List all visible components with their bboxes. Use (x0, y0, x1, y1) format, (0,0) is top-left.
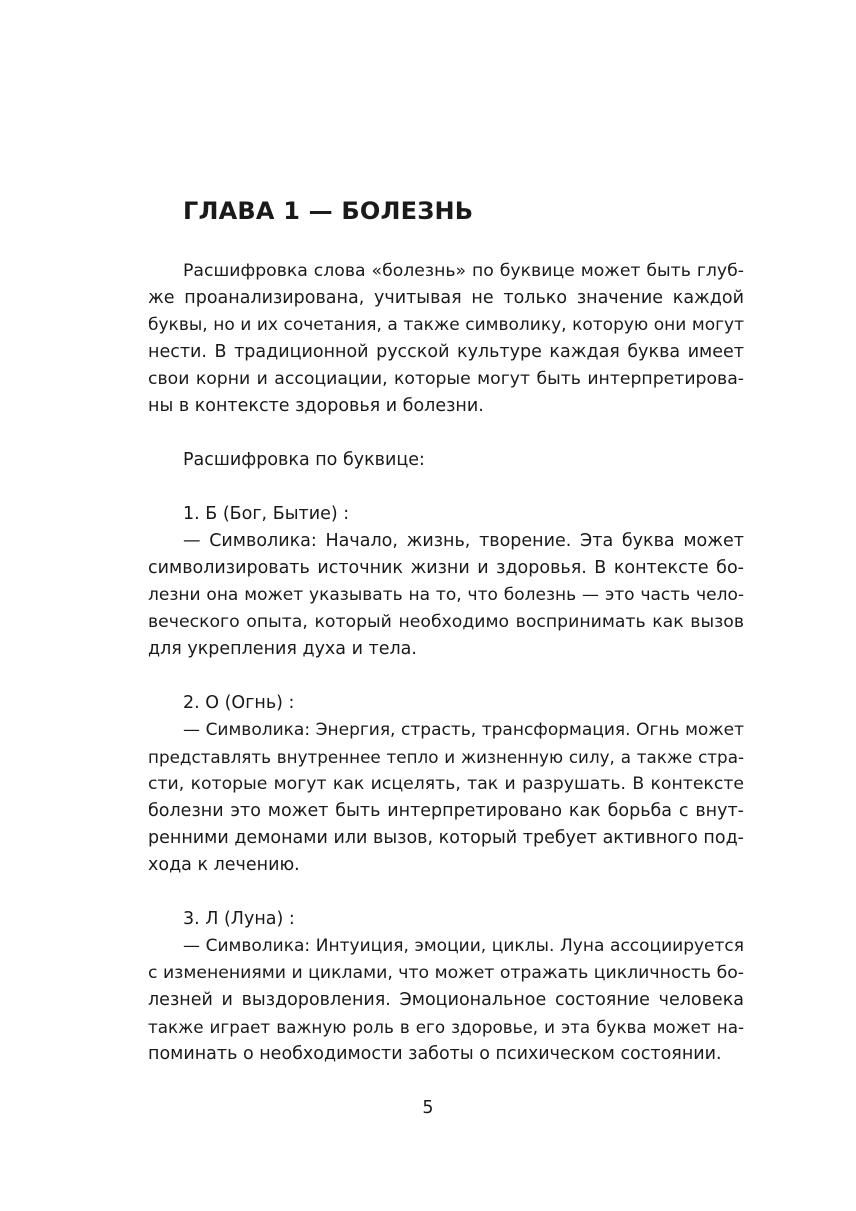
item-line: с изменениями и циклами, что может отражать цикличность бо- (148, 963, 744, 983)
item-label: 1. Б (Бог, Бытие) : (183, 504, 350, 524)
item-line: представлять внутреннее тепло и жизненную силу, а также стра- (148, 747, 744, 767)
item-line: также играет важную роль в его здоровье, и эта буква может на- (148, 1017, 744, 1037)
item-line: болезни это может быть интерпретировано как борьба с внут- (148, 801, 744, 821)
item-label: 3. Л (Луна) : (183, 909, 295, 929)
item-line: лезней и выздоровления. Эмоциональное состояние человека (148, 990, 744, 1010)
item-line: — Символика: Энергия, страсть, трансформация. Огнь может (183, 720, 744, 740)
subheading: Расшифровка по буквице: (183, 450, 425, 470)
intro-line: Расшифровка слова «болезнь» по буквице может быть глуб- (183, 261, 744, 281)
item-line: хода к лечению. (148, 855, 300, 875)
intro-line: же проанализирована, учитывая не только значение каждой (148, 288, 744, 308)
intro-line: нести. В традиционной русской культуре каждая буква имеет (148, 342, 744, 362)
intro-paragraph (148, 258, 744, 420)
item-line: веческого опыта, который необходимо воспринимать как вызов (148, 612, 744, 632)
item-line: поминать о необходимости заботы о психическом состоянии. (148, 1044, 722, 1064)
item-line: ренними демонами или вызов, который требует активного под- (148, 828, 744, 848)
intro-line: свои корни и ассоциации, которые могут быть интерпретирова- (148, 369, 744, 389)
page-number: 5 (422, 1098, 434, 1118)
item-line: — Символика: Интуиция, эмоции, циклы. Луна ассоциируется (183, 936, 744, 956)
item-line: для укрепления духа и тела. (148, 639, 417, 659)
chapter-title: ГЛАВА 1 — БОЛЕЗНЬ (183, 197, 474, 225)
item-paragraph (148, 933, 744, 1068)
item-paragraph (148, 717, 744, 879)
item-line: символизировать источник жизни и здоровья. В контексте бо- (148, 558, 744, 578)
intro-line: ны в контексте здоровья и болезни. (148, 396, 484, 416)
item-line: сти, которые могут как исцелять, так и разрушать. В контексте (148, 774, 744, 794)
item-line: — Символика: Начало, жизнь, творение. Эта буква может (183, 531, 744, 551)
intro-line: буквы, но и их сочетания, а также символику, которую они могут (148, 315, 744, 335)
item-paragraph (148, 528, 744, 663)
item-line: лезни она может указывать на то, что болезнь — это часть чело- (148, 585, 744, 605)
item-label: 2. О (Огнь) : (183, 693, 295, 713)
